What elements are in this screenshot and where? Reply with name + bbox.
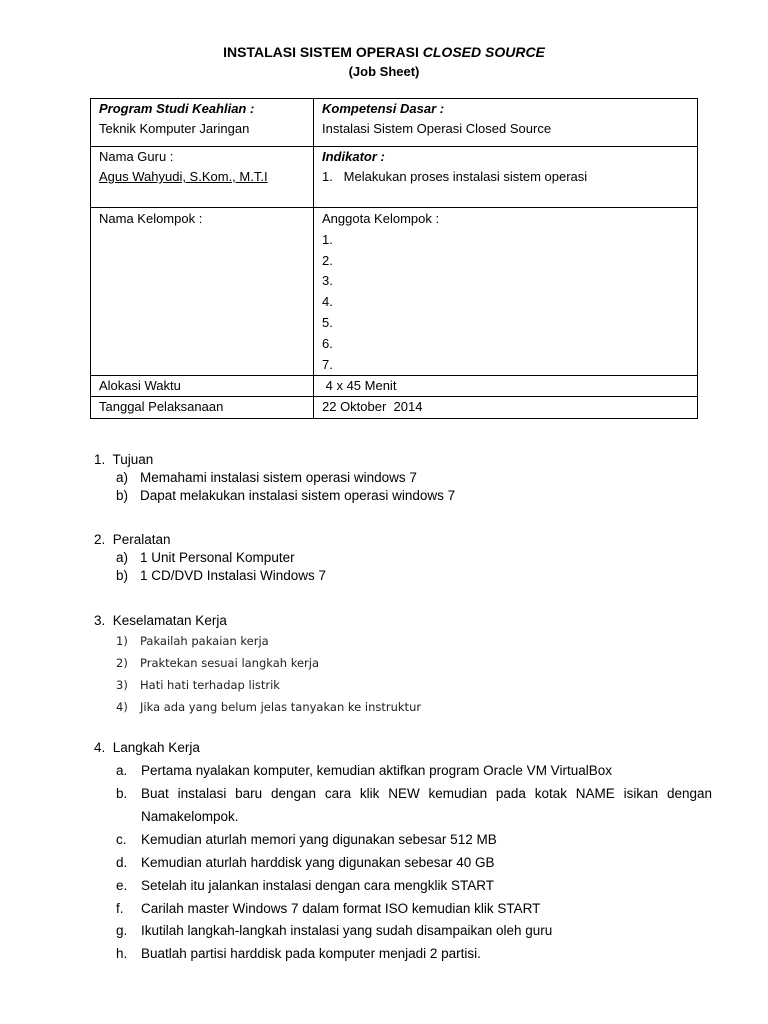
anggota-item: 4. [322,294,333,310]
title-plain: INSTALASI SISTEM OPERASI [223,44,423,60]
program-cell [91,99,314,147]
list-item: h. Buatlah partisi harddisk pada komputer menjadi 2 partisi. [116,946,481,961]
tanggal-value: 22 Oktober 2014 [314,397,698,419]
langkah-section [94,739,200,757]
peralatan-section [94,531,326,585]
info-table [90,98,698,419]
anggota-cell [314,208,698,376]
langkah-heading: 4. Langkah Kerja [94,740,200,755]
list-item: d. Kemudian aturlah harddisk yang digunakan sebesar 40 GB [116,855,495,870]
anggota-item: 1. [322,231,333,247]
tujuan-section [94,451,455,505]
anggota-item: 2. [322,252,333,268]
anggota-item: 6. [322,335,333,351]
peralatan-heading: 2. Peralatan [94,532,171,547]
list-item: 4) Jika ada yang belum jelas tanyakan ke instruktur [116,700,422,714]
list-item: a) 1 Unit Personal Komputer [116,550,295,565]
guru-cell [91,147,314,208]
anggota-item: 5. [322,314,333,330]
list-item: b) Dapat melakukan instalasi sistem operasi windows 7 [116,488,456,503]
kelompok-label: Nama Kelompok : [99,211,203,226]
anggota-item: 7. [322,356,333,372]
list-item: b) 1 CD/DVD Instalasi Windows 7 [116,568,327,583]
program-value: Teknik Komputer Jaringan [99,121,250,136]
kompetensi-cell [314,99,698,147]
indikator-value: 1. Melakukan proses instalasi sistem operasi [322,169,588,184]
keselamatan-heading: 3. Keselamatan Kerja [94,613,227,628]
kompetensi-label: Kompetensi Dasar : [322,101,445,116]
list-item: g. Ikutilah langkah-langkah instalasi yang sudah disampaikan oleh guru [116,923,553,938]
kompetensi-value: Instalasi Sistem Operasi Closed Source [322,121,552,136]
anggota-item: 3. [322,273,333,289]
list-item: a) Memahami instalasi sistem operasi windows 7 [116,470,417,485]
list-item: a. Pertama nyalakan komputer, kemudian aktifkan program Oracle VM VirtualBox [116,763,612,778]
indikator-label: Indikator : [322,149,385,164]
list-item: 1) Pakailah pakaian kerja [116,634,269,648]
anggota-label: Anggota Kelompok : [322,211,440,226]
alokasi-label: Alokasi Waktu [91,376,314,397]
list-item: 3) Hati hati terhadap listrik [116,678,280,692]
program-label: Program Studi Keahlian : [99,101,255,116]
list-item: b. Buat instalasi baru dengan cara klik NEW kemudian pada kotak NAME isikan dengan Namakelompok. [116,786,712,824]
guru-label: Nama Guru : [99,149,174,164]
guru-value: Agus Wahyudi, S.Kom., M.T.I [99,169,268,184]
document-subtitle: (Job Sheet) [348,64,420,79]
list-item: c. Kemudian aturlah memori yang digunakan sebesar 512 MB [116,832,497,847]
title-italic: CLOSED SOURCE [422,44,545,60]
indikator-cell [314,147,698,208]
document-title [0,44,768,60]
tanggal-label: Tanggal Pelaksanaan [91,397,314,419]
list-item: 2) Praktekan sesuai langkah kerja [116,656,320,670]
alokasi-value: 4 x 45 Menit [314,376,698,397]
tujuan-heading: 1. Tujuan [94,452,154,467]
list-item: f. Carilah master Windows 7 dalam format ISO kemudian klik START [116,901,541,916]
kelompok-cell [91,208,314,376]
list-item: e. Setelah itu jalankan instalasi dengan cara mengklik START [116,878,494,893]
keselamatan-section [94,612,421,718]
